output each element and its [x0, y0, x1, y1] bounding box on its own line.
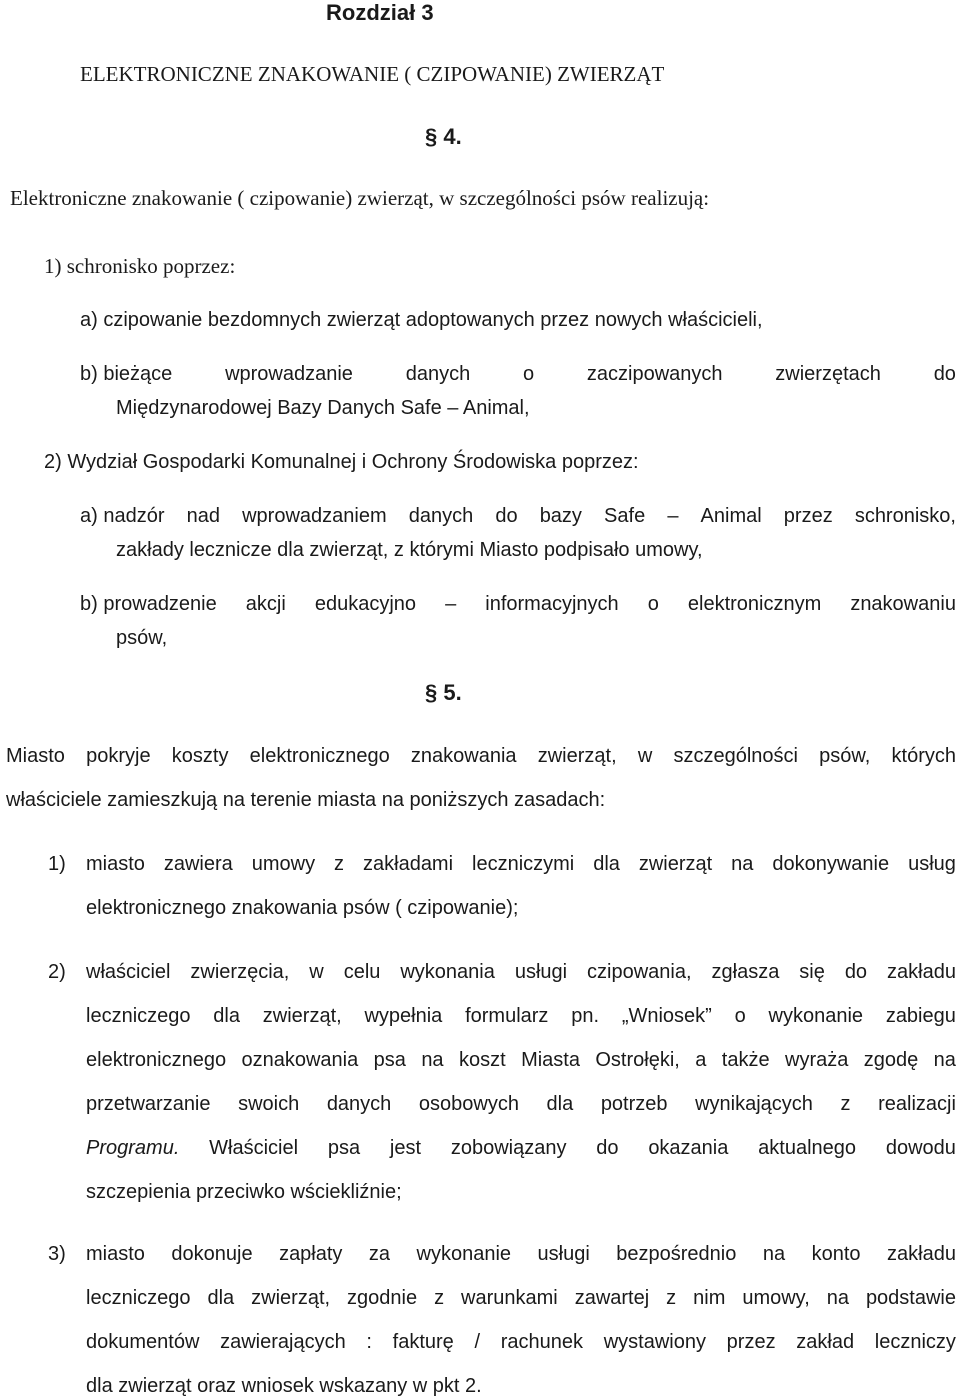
word: dokonywanie	[772, 853, 890, 875]
word: elektronicznego	[86, 1049, 227, 1071]
section-5-point-2-line1	[86, 962, 956, 982]
word: b) bieżące	[80, 363, 173, 385]
word: zobowiązany	[450, 1137, 567, 1159]
word: psa	[373, 1049, 406, 1071]
word: czipowania,	[587, 961, 692, 983]
word: do	[933, 363, 956, 385]
section-5-point-3-line4: dla zwierząt oraz wniosek wskazany w pkt 2.	[86, 1375, 482, 1397]
word: danych	[405, 363, 471, 385]
word: leczniczymi	[472, 853, 575, 875]
section-5-point-3-number: 3)	[48, 1243, 66, 1265]
section-5-point-2-line5	[86, 1138, 956, 1158]
word: elektronicznym	[687, 593, 822, 615]
section-5-point-2-line3	[86, 1050, 956, 1070]
section-5-point-2-number: 2)	[48, 961, 66, 983]
word: zakładu	[887, 1243, 956, 1265]
section-4-item-1b-line2: Międzynarodowej Bazy Danych Safe – Animal,	[116, 397, 530, 419]
section-5-point-1-line1	[86, 854, 956, 874]
word: zakład	[796, 1331, 855, 1353]
section-5-intro-line1	[6, 746, 956, 766]
word: z	[434, 1287, 445, 1309]
word: szczególności	[673, 745, 798, 767]
word: dokumentów	[86, 1331, 200, 1353]
word: –	[445, 593, 457, 615]
word: Właściciel	[209, 1137, 299, 1159]
word: –	[667, 505, 679, 527]
section-5-point-3-line3	[86, 1332, 956, 1352]
word: leczniczego	[86, 1287, 191, 1309]
word: formularz	[465, 1005, 549, 1027]
word: zakładami	[363, 853, 454, 875]
word: koszty	[171, 745, 229, 767]
word: usługi	[537, 1243, 590, 1265]
word: podstawie	[865, 1287, 956, 1309]
word: zawiera	[163, 853, 233, 875]
word: zawartej	[574, 1287, 650, 1309]
word: zgodnie	[347, 1287, 418, 1309]
word: osobowych	[418, 1093, 519, 1115]
word: b) prowadzenie	[80, 593, 217, 615]
word: celu	[343, 961, 381, 983]
section-4-heading: § 4.	[425, 124, 462, 149]
word: o	[647, 593, 659, 615]
section-4-item-2: 2) Wydział Gospodarki Komunalnej i Ochrony Środowiska poprzez:	[44, 451, 639, 473]
word: na	[933, 1049, 956, 1071]
word: /	[474, 1331, 481, 1353]
section-5-point-3-line1	[86, 1244, 956, 1264]
chapter-title: Rozdział 3	[326, 0, 434, 25]
word: zwierząt,	[251, 1287, 331, 1309]
word: psa	[327, 1137, 361, 1159]
word: zawierających	[220, 1331, 346, 1353]
section-5-point-2-line2	[86, 1006, 956, 1026]
word: przez	[726, 1331, 776, 1353]
word: wykonanie	[768, 1005, 864, 1027]
word: do	[596, 1137, 619, 1159]
programu-italic: Programu.	[86, 1137, 180, 1159]
word: wystawiony	[603, 1331, 706, 1353]
word: wynikających	[695, 1093, 813, 1115]
word: Ostrołęki,	[595, 1049, 680, 1071]
word: :	[366, 1331, 372, 1353]
section-4-item-1b-line1	[80, 364, 956, 384]
word: danych	[326, 1093, 392, 1115]
section-4-item-2a-line1	[80, 506, 956, 526]
word: na	[421, 1049, 444, 1071]
word: zakładu	[887, 961, 956, 983]
word: na	[762, 1243, 786, 1265]
word: akcji	[245, 593, 286, 615]
section-4-item-2b-line1	[80, 594, 956, 614]
word: leczniczego	[86, 1005, 191, 1027]
word: na	[731, 853, 754, 875]
section-5-point-1-number: 1)	[48, 853, 66, 875]
word: Miasto	[6, 745, 65, 767]
word: właściciel	[86, 961, 171, 983]
word: zabiegu	[885, 1005, 956, 1027]
word: Animal	[700, 505, 762, 527]
word: zgodę	[863, 1049, 919, 1071]
word: dla	[593, 853, 620, 875]
word: się	[799, 961, 825, 983]
section-5-heading: § 5.	[425, 680, 462, 705]
word: dla	[546, 1093, 574, 1115]
word: zwierzętach	[775, 363, 881, 385]
word: miasto	[86, 1243, 145, 1265]
word: a) nadzór	[80, 505, 165, 527]
word: oznakowania	[241, 1049, 359, 1071]
word: nad	[186, 505, 220, 527]
word: rachunek	[500, 1331, 584, 1353]
word: wypełnia	[364, 1005, 443, 1027]
word: warunkami	[461, 1287, 558, 1309]
word: potrzeb	[600, 1093, 668, 1115]
word: zwierząt,	[537, 745, 617, 767]
word: w	[637, 745, 653, 767]
word: Miasta	[521, 1049, 580, 1071]
section-5-intro-line2: właściciele zamieszkują na terenie miasta na poniższych zasadach:	[6, 789, 606, 811]
word: a	[695, 1049, 707, 1071]
word: zaczipowanych	[586, 363, 723, 385]
section-5-point-1-line2: elektronicznego znakowania psów ( czipowanie);	[86, 897, 519, 919]
section-5-point-2-line4	[86, 1094, 956, 1114]
word: dowodu	[885, 1137, 956, 1159]
word: elektronicznego	[249, 745, 390, 767]
word: usług	[908, 853, 956, 875]
word: bezpośrednio	[616, 1243, 737, 1265]
word: pn.	[571, 1005, 600, 1027]
word: pokryje	[86, 745, 151, 767]
section-4-item-1a: a) czipowanie bezdomnych zwierząt adoptowanych przez nowych właścicieli,	[80, 309, 763, 331]
word: w	[309, 961, 324, 983]
word: zapłaty	[279, 1243, 343, 1265]
word: umowy	[251, 853, 316, 875]
word: wyraża	[785, 1049, 849, 1071]
word: edukacyjno	[314, 593, 417, 615]
word: informacyjnych	[485, 593, 619, 615]
word: przez	[783, 505, 833, 527]
word: zwierzęcia,	[190, 961, 290, 983]
word: schronisko,	[854, 505, 956, 527]
word: koszt	[458, 1049, 506, 1071]
word: znakowaniu	[850, 593, 956, 615]
word: „Wniosek”	[621, 1005, 712, 1027]
section-4-item-2b-line2: psów,	[116, 627, 168, 649]
word: miasto	[86, 853, 145, 875]
word: o	[734, 1005, 746, 1027]
chapter-subtitle: ELEKTRONICZNE ZNAKOWANIE ( CZIPOWANIE) ZWIERZĄT	[80, 62, 665, 86]
word: do	[844, 961, 868, 983]
word: wykonania	[400, 961, 495, 983]
word: z	[840, 1093, 851, 1115]
word: okazania	[648, 1137, 729, 1159]
word: do	[495, 505, 518, 527]
word: wprowadzaniem	[242, 505, 387, 527]
word: umowy,	[742, 1287, 810, 1309]
word: z	[666, 1287, 677, 1309]
word: o	[522, 363, 535, 385]
word: usługi	[514, 961, 568, 983]
word: na	[826, 1287, 849, 1309]
section-5-point-3-line2	[86, 1288, 956, 1308]
word: dla	[207, 1287, 235, 1309]
word: zwierząt,	[262, 1005, 342, 1027]
section-4-intro: Elektroniczne znakowanie ( czipowanie) zwierząt, w szczególności psów realizują:	[10, 186, 710, 210]
word: także	[721, 1049, 770, 1071]
word: zwierząt	[638, 853, 713, 875]
word: realizacji	[878, 1093, 956, 1115]
word: konto	[811, 1243, 861, 1265]
section-4-item-2a-line2: zakłady lecznicze dla zwierząt, z którymi Miasto podpisało umowy,	[116, 539, 703, 561]
word: za	[368, 1243, 391, 1265]
word: leczniczy	[874, 1331, 956, 1353]
word: swoich	[238, 1093, 300, 1115]
word: fakturę	[392, 1331, 454, 1353]
word: bazy	[539, 505, 582, 527]
word: dokonuje	[171, 1243, 253, 1265]
word: wykonanie	[416, 1243, 512, 1265]
word: danych	[408, 505, 474, 527]
word: aktualnego	[758, 1137, 857, 1159]
word: z	[334, 853, 345, 875]
section-5-point-2-line6: szczepienia przeciwko wściekliźnie;	[86, 1181, 402, 1203]
word: przetwarzanie	[86, 1093, 211, 1115]
word: znakowania	[410, 745, 517, 767]
word: wprowadzanie	[225, 363, 353, 385]
word: nim	[693, 1287, 726, 1309]
word: zgłasza	[711, 961, 780, 983]
word: których	[891, 745, 956, 767]
word: psów,	[819, 745, 871, 767]
section-4-item-1: 1) schronisko poprzez:	[44, 254, 236, 278]
word: dla	[213, 1005, 240, 1027]
word: jest	[389, 1137, 422, 1159]
word: Safe	[604, 505, 646, 527]
